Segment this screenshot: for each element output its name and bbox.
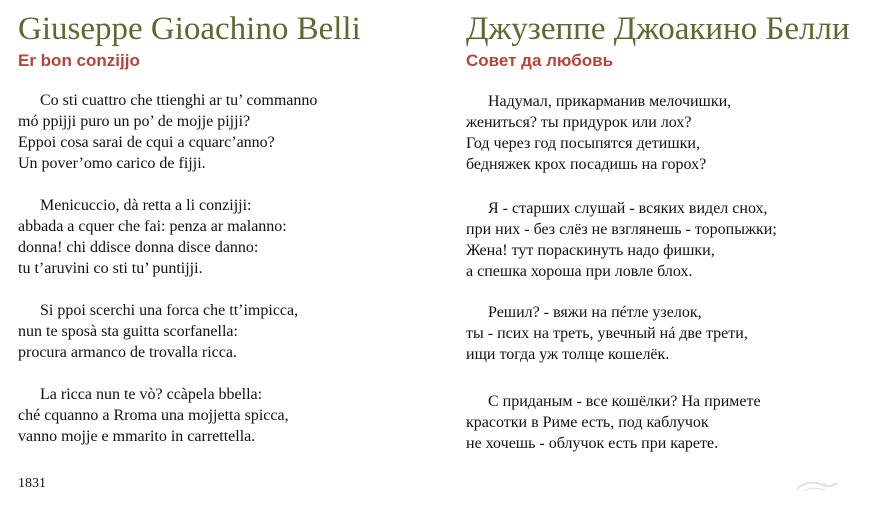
stanza-3-italian: [18, 300, 298, 363]
verse-line: Жена! тут пораскинуть надо фишки,: [466, 242, 715, 259]
stanza-4-russian: [466, 391, 761, 454]
verse-line: vanno mojje e mmarito in carrettella.: [18, 428, 256, 445]
verse-line: Menicuccio, dà retta a li conzijji:: [40, 197, 252, 214]
verse-line: mó ppijji puro un po’ de mojje pijji?: [18, 113, 251, 130]
verse-line: Un pover’omo carico de fijji.: [18, 155, 206, 172]
poet-name-italian: Giuseppe Gioachino Belli: [18, 11, 361, 47]
poem-title-russian: Совет да любовь: [466, 51, 614, 70]
translation-poem-column: [466, 0, 876, 511]
original-poem-column: [18, 0, 448, 511]
verse-line: красотки в Риме есть, под каблучок: [466, 414, 709, 431]
verse-line: при них - без слёз не взглянешь - торопыжки;: [466, 221, 777, 238]
verse-line: Год через год посыпятся детишки,: [466, 135, 700, 152]
stanza-4-italian: [18, 384, 289, 447]
watermark-decoration: [794, 476, 840, 494]
stanza-1-italian: [18, 90, 317, 174]
verse-line: ты - псих на треть, увечный нá две трети,: [466, 325, 748, 342]
stanza-3-russian: [466, 302, 748, 365]
stanza-2-russian: [466, 198, 777, 282]
verse-line: Co sti cuattro che ttienghi ar tu’ commanno: [40, 92, 318, 109]
verse-line: Si ppoi scerchi una forca che tt’impicca,: [40, 302, 299, 319]
verse-line: Я - старших слушай - всяких видел снох,: [488, 200, 768, 217]
poem-year: 1831: [18, 476, 46, 491]
stanza-2-italian: [18, 195, 287, 279]
verse-line: abbada a cquer che fai: penza ar malanno:: [18, 218, 287, 235]
verse-line: procura armanco de trovalla ricca.: [18, 344, 237, 361]
verse-line: ché cquanno a Rroma una mojjetta spicca,: [18, 407, 289, 424]
verse-line: С приданым - все кошёлки? На примете: [488, 393, 761, 410]
verse-line: Eppoi cosa sarai de cqui a cquarc’anno?: [18, 134, 275, 151]
verse-line: La ricca nun te vò? ccàpela bbella:: [40, 386, 263, 403]
stanza-1-russian: [466, 91, 731, 175]
verse-line: а спешка хороша при ловле блох.: [466, 263, 693, 280]
verse-line: Решил? - вяжи на пéтле узелок,: [488, 304, 702, 321]
verse-line: жениться? ты придурок или лох?: [466, 114, 692, 131]
verse-line: Надумал, прикарманив мелочишки,: [488, 93, 732, 110]
verse-line: nun te sposà sta guitta scorfanella:: [18, 323, 238, 340]
verse-line: tu t’aruvini co sti tu’ puntijji.: [18, 260, 203, 277]
poet-name-russian: Джузеппе Джоакино Белли: [466, 11, 850, 47]
verse-line: ищи тогда уж толще кошелёк.: [466, 346, 670, 363]
verse-line: donna! chi ddisce donna disce danno:: [18, 239, 259, 256]
poem-title-italian: Er bon conzijjo: [18, 51, 140, 70]
verse-line: бедняжек крох посадишь на горох?: [466, 156, 707, 173]
verse-line: не хочешь - облучок есть при карете.: [466, 435, 719, 452]
